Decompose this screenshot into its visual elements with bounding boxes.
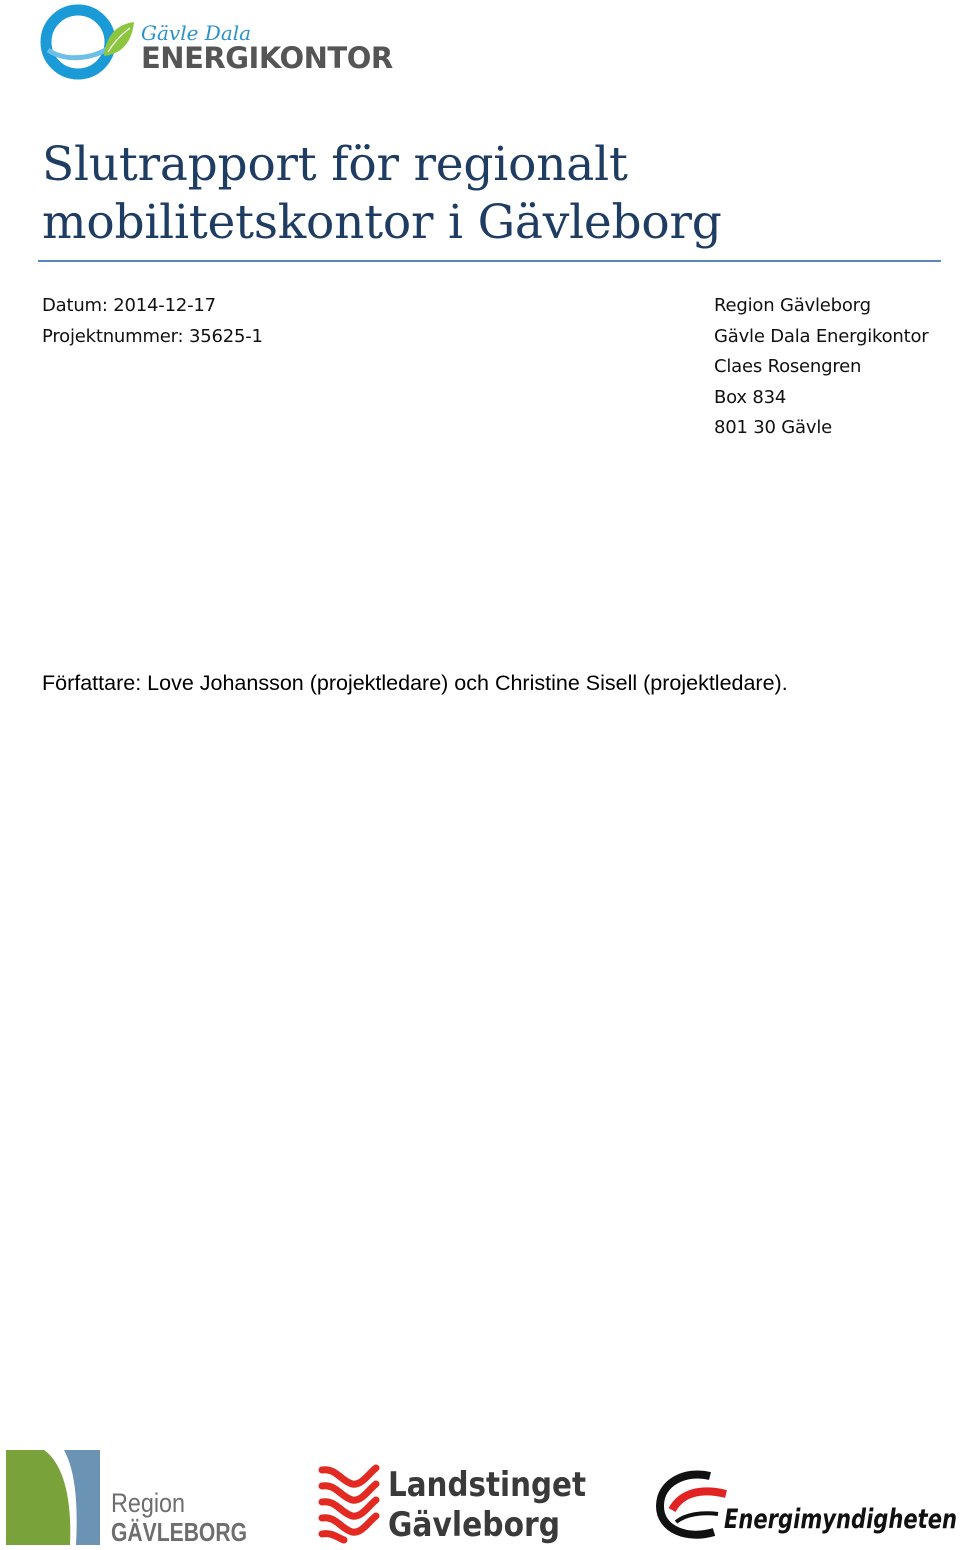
report-date: Datum: 2014-12-17 (42, 295, 216, 316)
address-line-5: 801 30 Gävle (714, 417, 833, 438)
page-title (42, 136, 942, 252)
region-logo-line-2: GÄVLEBORG (111, 1517, 247, 1547)
address-line-3: Claes Rosengren (714, 356, 862, 377)
report-meta (42, 291, 263, 352)
logo-wordmark: ENERGIKONTOR (141, 41, 393, 75)
address-line-1: Region Gävleborg (714, 295, 871, 316)
contact-address (714, 291, 929, 444)
title-line-2: mobilitetskontor i Gävleborg (42, 195, 722, 250)
region-gavleborg-logo (6, 1450, 256, 1545)
landstinget-logo-line-2: Gävleborg (388, 1505, 560, 1545)
title-divider (38, 260, 941, 262)
energimyndigheten-wordmark: Energimyndigheten (724, 1504, 957, 1535)
project-number: Projektnummer: 35625-1 (42, 325, 263, 347)
authors-line: Författare: Love Johansson (projektledare) och Christine Sisell (projektledare). (42, 671, 788, 695)
address-line-4: Box 834 (714, 386, 787, 408)
title-line-1: Slutrapport för regionalt (42, 137, 628, 192)
address-line-2: Gävle Dala Energikontor (714, 325, 929, 347)
logo-script-text: Gävle Dala (141, 21, 252, 45)
gavle-dala-energikontor-logo (40, 4, 393, 80)
region-logo-line-1: Region (111, 1488, 185, 1518)
landstinget-gavleborg-logo (318, 1462, 594, 1544)
energimyndigheten-logo (656, 1470, 960, 1542)
landstinget-logo-line-1: Landstinget (388, 1465, 586, 1505)
